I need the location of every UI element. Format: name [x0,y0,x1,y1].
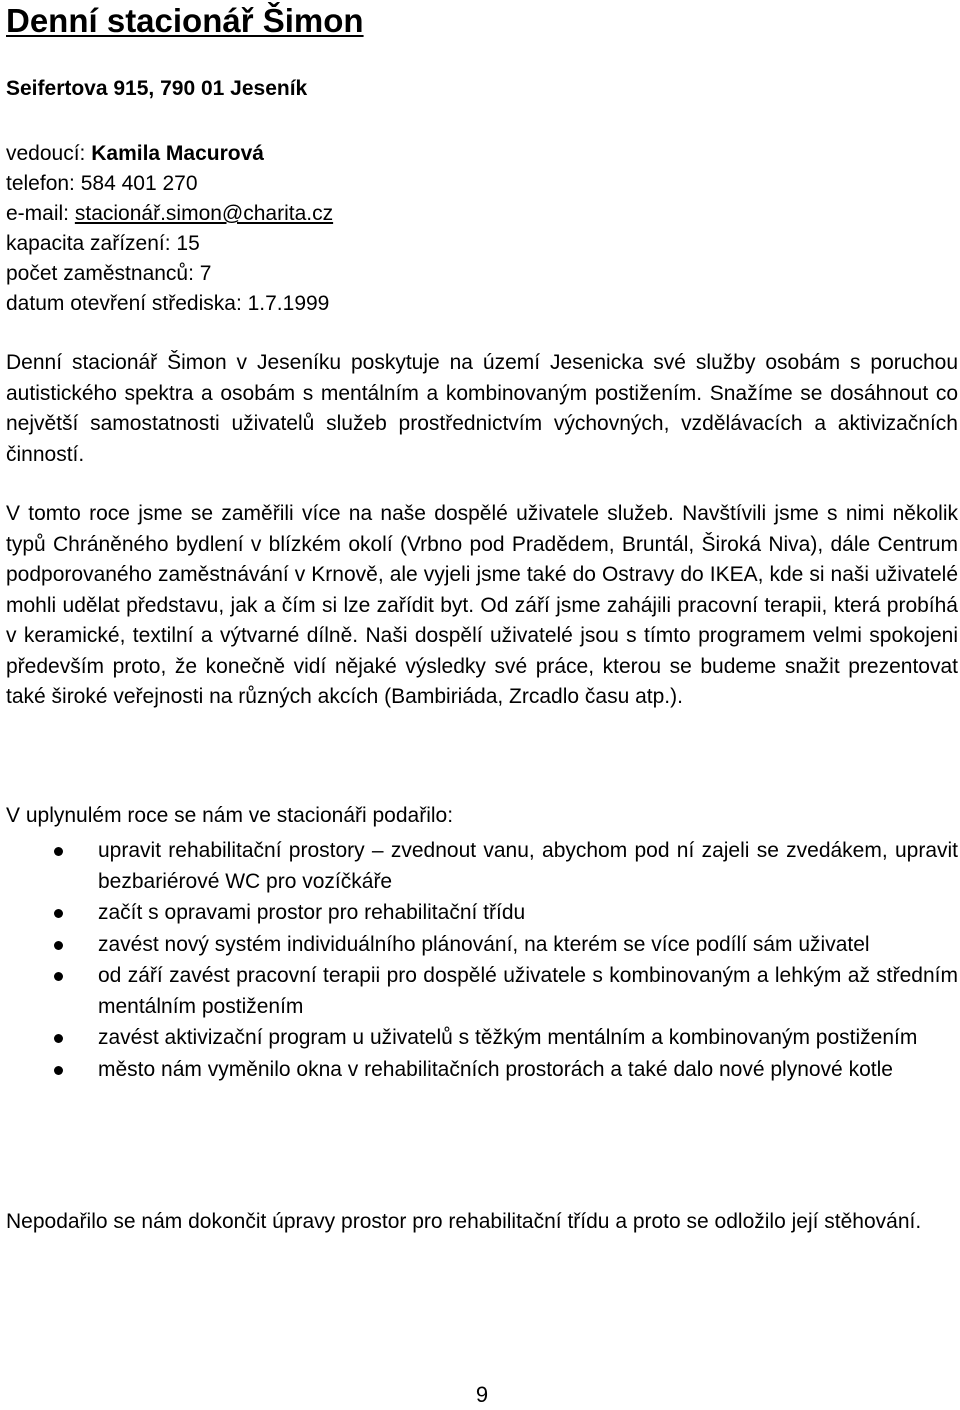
list-item [6,1055,958,1086]
list-item-text: od září zavést pracovní terapii pro dospělé uživatele s kombinovaným a lehkým až středním mentálním postižením [98,964,958,1018]
capacity-line: kapacita zařízení: 15 [6,232,200,255]
list-item [6,930,958,961]
list-item-text: upravit rehabilitační prostory – zvednout vanu, abychom pod ní zajeli se zvedákem, upravit bezbariérové WC pro vozíčkáře [98,839,958,893]
list-item [6,1023,958,1054]
phone-line: telefon: 584 401 270 [6,172,198,195]
staff-line: počet zaměstnanců: 7 [6,262,212,285]
email-label: e-mail: [6,202,75,225]
intro-paragraph: Denní stacionář Šimon v Jeseníku poskytuje na území Jesenicka své služby osobám s poruchou autistického spektra a osobám s mentálním a kombinovaným postižením. Snažíme se dosáhnout co největší samostatnosti uživatelů služeb prostřednictvím výchovných, vzdělávacích a aktivizačních činností. [6,351,958,466]
bullet-icon [54,847,63,856]
leader-line [6,139,333,169]
bullet-icon [54,1034,63,1043]
email-link[interactable]: stacionář.simon@charita.cz [74,202,334,225]
closing-paragraph: Nepodařilo se nám dokončit úpravy prostor pro rehabilitační třídu a proto se odložilo její stěhování. [6,1210,922,1233]
page-title: Denní stacionář Šimon [6,2,364,39]
achievements-list [6,836,958,1086]
achievements-heading: V uplynulém roce se nám ve stacionáři podařilo: [6,804,454,827]
bullet-icon [54,941,63,950]
opened-line: datum otevření střediska: 1.7.1999 [6,292,330,315]
list-item-text: zavést nový systém individuálního plánování, na kterém se více podílí sám uživatel [98,932,870,956]
list-item-text: začít s opravami prostor pro rehabilitační třídu [98,901,526,924]
bullet-icon [54,972,63,981]
email-line [6,199,333,229]
bullet-icon [54,1066,63,1075]
leader-label: vedoucí: [6,142,92,165]
leader-name: Kamila Macurová [91,142,264,165]
page-number: 9 [475,1382,489,1407]
list-item-text: zavést aktivizační program u uživatelů s těžkým mentálním a kombinovaným postižením [98,1026,918,1049]
list-item [6,898,958,929]
year-paragraph: V tomto roce jsme se zaměřili více na naše dospělé uživatele služeb. Navštívili jsme s nimi několik typů Chráněného bydlení v blízkém okolí (Vrbno pod Pradědem, Bruntál, Široká Niva), dále Centrum podporovaného zaměstnávání v Krnově, ale vyjeli jsme také do Ostravy do IKEA, kde si naši uživatelé mohli udělat představu, jak a čím si lze zařídit byt. Od září jsme zahájili pracovní terapii, která probíhá v keramické, textilní a výtvarné dílně. Naši dospělí uživatelé jsou s tímto programem velmi spokojeni především proto, že konečně vidí nějaké výsledky své práce, kterou se budeme snažit prezentovat také široké veřejnosti na různých akcích (Bambiriáda, Zrcadlo času atp.). [6,502,958,708]
list-item [6,836,958,897]
list-item-text: město nám vyměnilo okna v rehabilitačních prostorách a také dalo nové plynové kotle [98,1057,893,1081]
contact-info [6,139,333,319]
address: Seifertova 915, 790 01 Jeseník [6,77,308,100]
list-item [6,961,958,1022]
bullet-icon [54,909,63,918]
